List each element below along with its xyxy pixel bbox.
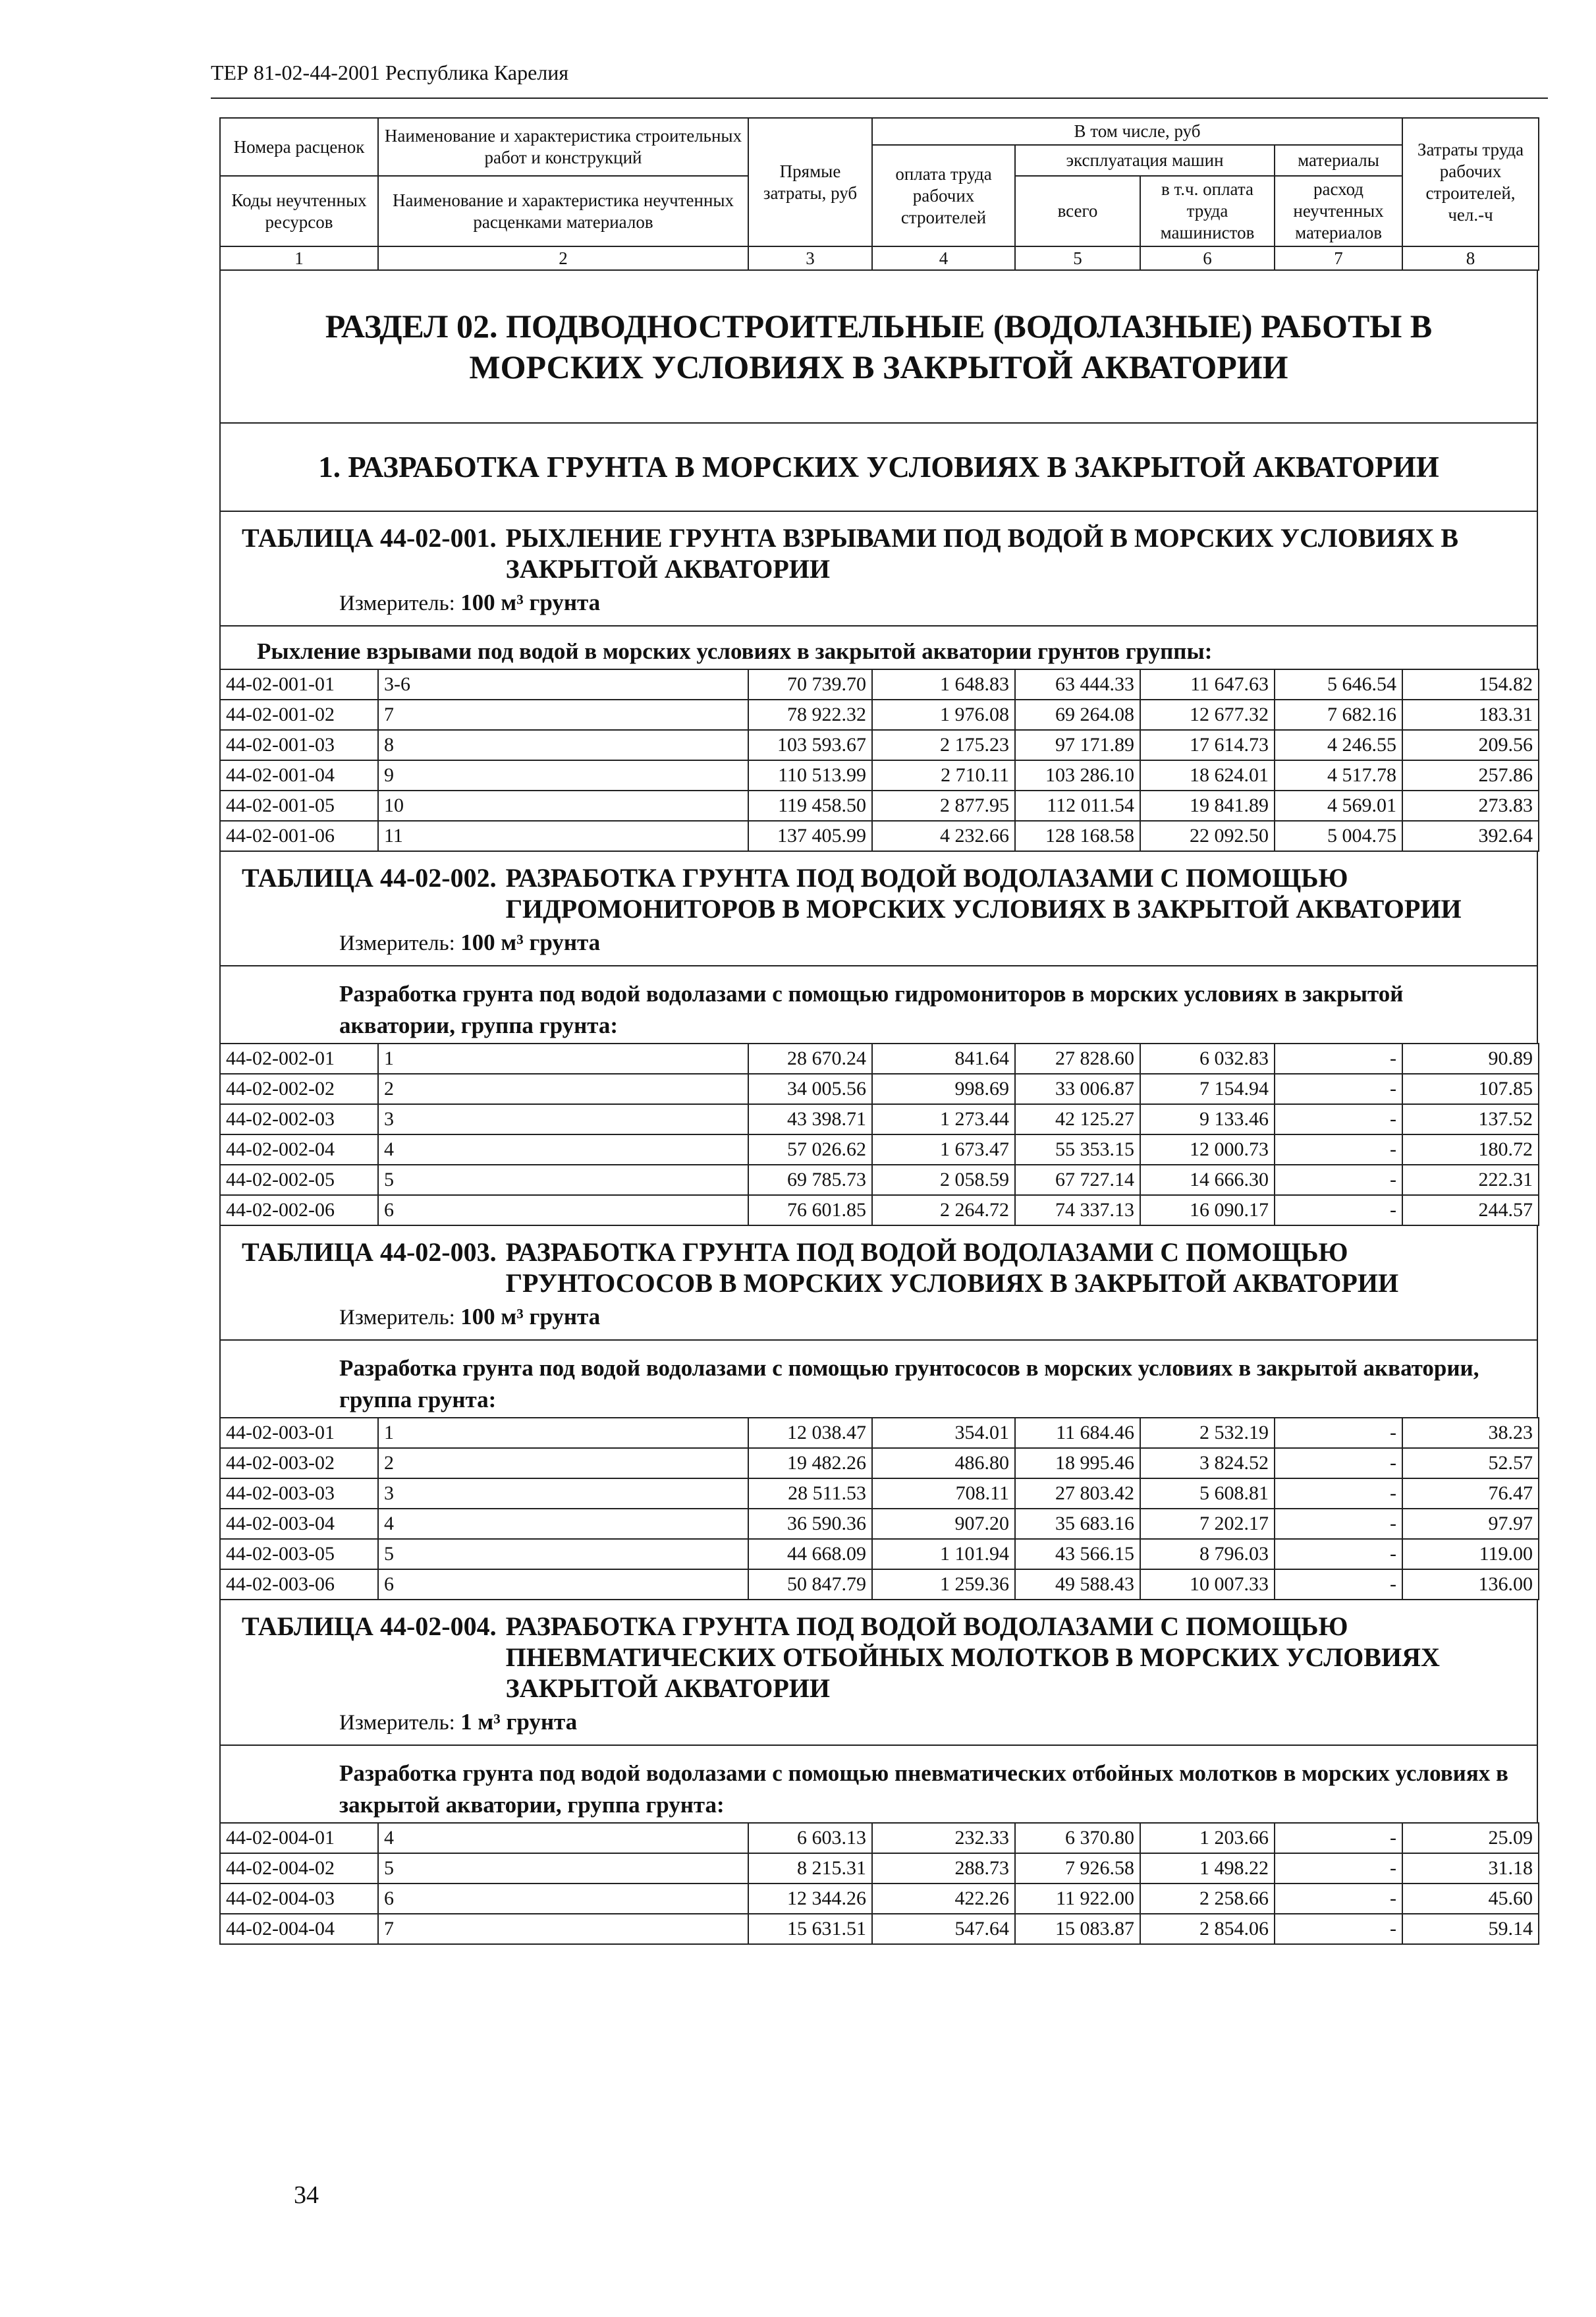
table-row bbox=[220, 730, 1539, 760]
table-unit bbox=[339, 1709, 1525, 1735]
header-unaccounted-materials-name: Наименование и характеристика неучтенных расценками материалов bbox=[378, 176, 748, 246]
worker-pay-cell: 1 673.47 bbox=[872, 1134, 1015, 1165]
direct-costs-cell: 44 668.09 bbox=[748, 1539, 872, 1569]
table-name: РЫХЛЕНИЕ ГРУНТА ВЗРЫВАМИ ПОД ВОДОЙ В МОРСКИХ УСЛОВИЯХ В ЗАКРЫТОЙ АКВАТОРИИ bbox=[505, 523, 1458, 584]
rate-number-cell: 44-02-002-03 bbox=[220, 1104, 378, 1134]
unit-value: 100 м³ грунта bbox=[460, 590, 601, 615]
materials-use-cell: - bbox=[1275, 1914, 1402, 1944]
soil-group-cell: 5 bbox=[378, 1853, 748, 1884]
group-title: Разработка грунта под водой водолазами с помощью грунтососов в морских условиях в закрытой акватории, группа грунта: bbox=[219, 1339, 1538, 1417]
labor-costs-cell: 273.83 bbox=[1402, 791, 1539, 821]
direct-costs-cell: 8 215.31 bbox=[748, 1853, 872, 1884]
table-row bbox=[220, 1569, 1539, 1600]
direct-costs-cell: 78 922.32 bbox=[748, 700, 872, 730]
table-heading bbox=[242, 522, 1525, 584]
worker-pay-cell: 422.26 bbox=[872, 1884, 1015, 1914]
rate-number-cell: 44-02-003-06 bbox=[220, 1569, 378, 1600]
labor-costs-cell: 59.14 bbox=[1402, 1914, 1539, 1944]
labor-costs-cell: 45.60 bbox=[1402, 1884, 1539, 1914]
soil-group-cell: 4 bbox=[378, 1509, 748, 1539]
table-row bbox=[220, 1104, 1539, 1134]
machine-total-cell: 42 125.27 bbox=[1015, 1104, 1140, 1134]
page-number: 34 bbox=[294, 2181, 319, 2209]
machine-total-cell: 18 995.46 bbox=[1015, 1448, 1140, 1478]
direct-costs-cell: 137 405.99 bbox=[748, 821, 872, 851]
direct-costs-cell: 36 590.36 bbox=[748, 1509, 872, 1539]
worker-pay-cell: 2 058.59 bbox=[872, 1165, 1015, 1195]
labor-costs-cell: 392.64 bbox=[1402, 821, 1539, 851]
table-row bbox=[220, 1853, 1539, 1884]
worker-pay-cell: 1 101.94 bbox=[872, 1539, 1015, 1569]
labor-costs-cell: 97.97 bbox=[1402, 1509, 1539, 1539]
machinist-pay-cell: 7 202.17 bbox=[1140, 1509, 1275, 1539]
machinist-pay-cell: 16 090.17 bbox=[1140, 1195, 1275, 1225]
soil-group-cell: 7 bbox=[378, 700, 748, 730]
direct-costs-cell: 34 005.56 bbox=[748, 1074, 872, 1104]
worker-pay-cell: 708.11 bbox=[872, 1478, 1015, 1509]
machine-total-cell: 74 337.13 bbox=[1015, 1195, 1140, 1225]
column-number: 2 bbox=[378, 246, 748, 270]
header-unaccounted-codes: Коды неучтенных ресурсов bbox=[220, 176, 378, 246]
unit-label: Измеритель: bbox=[339, 1306, 455, 1329]
machinist-pay-cell: 14 666.30 bbox=[1140, 1165, 1275, 1195]
materials-use-cell: - bbox=[1275, 1044, 1402, 1074]
rate-number-cell: 44-02-002-01 bbox=[220, 1044, 378, 1074]
soil-group-cell: 7 bbox=[378, 1914, 748, 1944]
direct-costs-cell: 28 670.24 bbox=[748, 1044, 872, 1074]
table-row bbox=[220, 1914, 1539, 1944]
direct-costs-cell: 15 631.51 bbox=[748, 1914, 872, 1944]
table-name: РАЗРАБОТКА ГРУНТА ПОД ВОДОЙ ВОДОЛАЗАМИ С ПОМОЩЬЮ ГРУНТОСОСОВ В МОРСКИХ УСЛОВИЯХ В ЗАКРЫТОЙ АКВАТОРИИ bbox=[505, 1237, 1399, 1298]
labor-costs-cell: 209.56 bbox=[1402, 730, 1539, 760]
machinist-pay-cell: 2 258.66 bbox=[1140, 1884, 1275, 1914]
soil-group-cell: 10 bbox=[378, 791, 748, 821]
table-code: ТАБЛИЦА 44-02-001. bbox=[242, 523, 497, 553]
machinist-pay-cell: 18 624.01 bbox=[1140, 760, 1275, 791]
table-row bbox=[220, 1165, 1539, 1195]
machine-total-cell: 15 083.87 bbox=[1015, 1914, 1140, 1944]
soil-group-cell: 5 bbox=[378, 1165, 748, 1195]
machine-total-cell: 6 370.80 bbox=[1015, 1823, 1140, 1853]
worker-pay-cell: 998.69 bbox=[872, 1074, 1015, 1104]
column-number: 7 bbox=[1275, 246, 1402, 270]
column-header-table bbox=[219, 117, 1539, 271]
labor-costs-cell: 52.57 bbox=[1402, 1448, 1539, 1478]
machine-total-cell: 69 264.08 bbox=[1015, 700, 1140, 730]
labor-costs-cell: 257.86 bbox=[1402, 760, 1539, 791]
machine-total-cell: 43 566.15 bbox=[1015, 1539, 1140, 1569]
labor-costs-cell: 25.09 bbox=[1402, 1823, 1539, 1853]
direct-costs-cell: 6 603.13 bbox=[748, 1823, 872, 1853]
machinist-pay-cell: 6 032.83 bbox=[1140, 1044, 1275, 1074]
machinist-pay-cell: 17 614.73 bbox=[1140, 730, 1275, 760]
machinist-pay-cell: 11 647.63 bbox=[1140, 669, 1275, 700]
column-number: 5 bbox=[1015, 246, 1140, 270]
materials-use-cell: 5 004.75 bbox=[1275, 821, 1402, 851]
header-direct-costs: Прямые затраты, руб bbox=[748, 118, 872, 246]
unit-value: 1 м³ грунта bbox=[460, 1709, 578, 1735]
rate-table bbox=[219, 1043, 1539, 1226]
direct-costs-cell: 103 593.67 bbox=[748, 730, 872, 760]
table-row bbox=[220, 1478, 1539, 1509]
rate-number-cell: 44-02-004-03 bbox=[220, 1884, 378, 1914]
direct-costs-cell: 43 398.71 bbox=[748, 1104, 872, 1134]
machinist-pay-cell: 1 203.66 bbox=[1140, 1823, 1275, 1853]
direct-costs-cell: 119 458.50 bbox=[748, 791, 872, 821]
soil-group-cell: 4 bbox=[378, 1823, 748, 1853]
worker-pay-cell: 547.64 bbox=[872, 1914, 1015, 1944]
rate-number-cell: 44-02-004-01 bbox=[220, 1823, 378, 1853]
group-title: Рыхление взрывами под водой в морских условиях в закрытой акватории грунтов группы: bbox=[219, 625, 1538, 669]
section-box bbox=[219, 271, 1538, 512]
rate-number-cell: 44-02-003-01 bbox=[220, 1418, 378, 1448]
table-row bbox=[220, 1884, 1539, 1914]
labor-costs-cell: 154.82 bbox=[1402, 669, 1539, 700]
direct-costs-cell: 70 739.70 bbox=[748, 669, 872, 700]
direct-costs-cell: 19 482.26 bbox=[748, 1448, 872, 1478]
machinist-pay-cell: 7 154.94 bbox=[1140, 1074, 1275, 1104]
table-code: ТАБЛИЦА 44-02-002. bbox=[242, 863, 497, 893]
labor-costs-cell: 222.31 bbox=[1402, 1165, 1539, 1195]
rate-number-cell: 44-02-003-02 bbox=[220, 1448, 378, 1478]
machine-total-cell: 11 922.00 bbox=[1015, 1884, 1140, 1914]
materials-use-cell: - bbox=[1275, 1104, 1402, 1134]
table-row bbox=[220, 821, 1539, 851]
machinist-pay-cell: 5 608.81 bbox=[1140, 1478, 1275, 1509]
rate-number-cell: 44-02-003-05 bbox=[220, 1539, 378, 1569]
materials-use-cell: - bbox=[1275, 1195, 1402, 1225]
table-name: РАЗРАБОТКА ГРУНТА ПОД ВОДОЙ ВОДОЛАЗАМИ С ПОМОЩЬЮ ПНЕВМАТИЧЕСКИХ ОТБОЙНЫХ МОЛОТКОВ В МОРСКИХ УСЛОВИЯХ ЗАКРЫТОЙ АКВАТОРИИ bbox=[505, 1611, 1440, 1703]
machinist-pay-cell: 9 133.46 bbox=[1140, 1104, 1275, 1134]
soil-group-cell: 2 bbox=[378, 1448, 748, 1478]
machine-total-cell: 49 588.43 bbox=[1015, 1569, 1140, 1600]
machine-total-cell: 97 171.89 bbox=[1015, 730, 1140, 760]
materials-use-cell: 4 517.78 bbox=[1275, 760, 1402, 791]
labor-costs-cell: 107.85 bbox=[1402, 1074, 1539, 1104]
soil-group-cell: 8 bbox=[378, 730, 748, 760]
machine-total-cell: 7 926.58 bbox=[1015, 1853, 1140, 1884]
direct-costs-cell: 110 513.99 bbox=[748, 760, 872, 791]
materials-use-cell: - bbox=[1275, 1134, 1402, 1165]
machine-total-cell: 128 168.58 bbox=[1015, 821, 1140, 851]
materials-use-cell: - bbox=[1275, 1478, 1402, 1509]
table-title-block bbox=[219, 1600, 1538, 1745]
worker-pay-cell: 2 877.95 bbox=[872, 791, 1015, 821]
materials-use-cell: - bbox=[1275, 1074, 1402, 1104]
column-number: 4 bbox=[872, 246, 1015, 270]
column-number: 3 bbox=[748, 246, 872, 270]
header-machine-total: всего bbox=[1015, 176, 1140, 246]
table-title-block bbox=[219, 852, 1538, 965]
machinist-pay-cell: 12 677.32 bbox=[1140, 700, 1275, 730]
soil-group-cell: 6 bbox=[378, 1569, 748, 1600]
materials-use-cell: 7 682.16 bbox=[1275, 700, 1402, 730]
group-title: Разработка грунта под водой водолазами с помощью гидромониторов в морских условиях в закрытой акватории, группа грунта: bbox=[219, 965, 1538, 1043]
column-number: 6 bbox=[1140, 246, 1275, 270]
machinist-pay-cell: 2 854.06 bbox=[1140, 1914, 1275, 1944]
materials-use-cell: - bbox=[1275, 1569, 1402, 1600]
materials-use-cell: 5 646.54 bbox=[1275, 669, 1402, 700]
table-row bbox=[220, 1044, 1539, 1074]
header-rate-numbers: Номера расценок bbox=[220, 118, 378, 176]
rate-number-cell: 44-02-002-06 bbox=[220, 1195, 378, 1225]
direct-costs-cell: 76 601.85 bbox=[748, 1195, 872, 1225]
direct-costs-cell: 50 847.79 bbox=[748, 1569, 872, 1600]
labor-costs-cell: 31.18 bbox=[1402, 1853, 1539, 1884]
table-row bbox=[220, 1448, 1539, 1478]
labor-costs-cell: 137.52 bbox=[1402, 1104, 1539, 1134]
direct-costs-cell: 57 026.62 bbox=[748, 1134, 872, 1165]
soil-group-cell: 3 bbox=[378, 1478, 748, 1509]
machine-total-cell: 33 006.87 bbox=[1015, 1074, 1140, 1104]
header-rule bbox=[211, 98, 1548, 99]
table-name: РАЗРАБОТКА ГРУНТА ПОД ВОДОЙ ВОДОЛАЗАМИ С ПОМОЩЬЮ ГИДРОМОНИТОРОВ В МОРСКИХ УСЛОВИЯХ В ЗАКРЫТОЙ АКВАТОРИИ bbox=[505, 863, 1462, 924]
worker-pay-cell: 907.20 bbox=[872, 1509, 1015, 1539]
table-unit bbox=[339, 1304, 1525, 1330]
rate-number-cell: 44-02-001-03 bbox=[220, 730, 378, 760]
rate-number-cell: 44-02-004-04 bbox=[220, 1914, 378, 1944]
materials-use-cell: - bbox=[1275, 1539, 1402, 1569]
rates-document bbox=[219, 117, 1538, 1945]
rate-number-cell: 44-02-002-05 bbox=[220, 1165, 378, 1195]
materials-use-cell: - bbox=[1275, 1509, 1402, 1539]
machine-total-cell: 103 286.10 bbox=[1015, 760, 1140, 791]
worker-pay-cell: 1 648.83 bbox=[872, 669, 1015, 700]
table-code: ТАБЛИЦА 44-02-003. bbox=[242, 1237, 497, 1267]
header-worker-pay: оплата труда рабочих строителей bbox=[872, 145, 1015, 246]
worker-pay-cell: 2 710.11 bbox=[872, 760, 1015, 791]
rate-number-cell: 44-02-002-04 bbox=[220, 1134, 378, 1165]
worker-pay-cell: 232.33 bbox=[872, 1823, 1015, 1853]
header-machine-operation: эксплуатация машин bbox=[1015, 145, 1275, 176]
column-number: 1 bbox=[220, 246, 378, 270]
table-row bbox=[220, 1195, 1539, 1225]
materials-use-cell: - bbox=[1275, 1165, 1402, 1195]
table-row bbox=[220, 1823, 1539, 1853]
unit-label: Измеритель: bbox=[339, 1711, 455, 1735]
table-row bbox=[220, 669, 1539, 700]
header-unaccounted-materials-use: расход неучтенных материалов bbox=[1275, 176, 1402, 246]
soil-group-cell: 2 bbox=[378, 1074, 748, 1104]
table-row bbox=[220, 1418, 1539, 1448]
labor-costs-cell: 136.00 bbox=[1402, 1569, 1539, 1600]
worker-pay-cell: 1 273.44 bbox=[872, 1104, 1015, 1134]
direct-costs-cell: 12 344.26 bbox=[748, 1884, 872, 1914]
soil-group-cell: 6 bbox=[378, 1884, 748, 1914]
rate-number-cell: 44-02-004-02 bbox=[220, 1853, 378, 1884]
rate-number-cell: 44-02-001-05 bbox=[220, 791, 378, 821]
unit-value: 100 м³ грунта bbox=[460, 930, 601, 955]
rate-number-cell: 44-02-001-02 bbox=[220, 700, 378, 730]
machinist-pay-cell: 19 841.89 bbox=[1140, 791, 1275, 821]
materials-use-cell: - bbox=[1275, 1853, 1402, 1884]
materials-use-cell: - bbox=[1275, 1823, 1402, 1853]
labor-costs-cell: 90.89 bbox=[1402, 1044, 1539, 1074]
table-row bbox=[220, 1074, 1539, 1104]
table-heading bbox=[242, 1237, 1525, 1298]
soil-group-cell: 5 bbox=[378, 1539, 748, 1569]
materials-use-cell: - bbox=[1275, 1418, 1402, 1448]
worker-pay-cell: 288.73 bbox=[872, 1853, 1015, 1884]
subsection-title: 1. РАЗРАБОТКА ГРУНТА В МОРСКИХ УСЛОВИЯХ В ЗАКРЫТОЙ АКВАТОРИИ bbox=[220, 423, 1537, 511]
header-labor-costs: Затраты труда рабочих строителей, чел.-ч bbox=[1402, 118, 1539, 246]
group-title: Разработка грунта под водой водолазами с помощью пневматических отбойных молотков в морских условиях в закрытой акватории, группа грунта: bbox=[219, 1745, 1538, 1822]
section-title: РАЗДЕЛ 02. ПОДВОДНОСТРОИТЕЛЬНЫЕ (ВОДОЛАЗНЫЕ) РАБОТЫ В МОРСКИХ УСЛОВИЯХ В ЗАКРЫТОЙ АКВАТОРИИ bbox=[220, 271, 1537, 423]
column-number: 8 bbox=[1402, 246, 1539, 270]
page-header: ТЕР 81-02-44-2001 Республика Карелия bbox=[211, 61, 569, 84]
worker-pay-cell: 1 976.08 bbox=[872, 700, 1015, 730]
table-code: ТАБЛИЦА 44-02-004. bbox=[242, 1611, 497, 1641]
soil-group-cell: 9 bbox=[378, 760, 748, 791]
direct-costs-cell: 28 511.53 bbox=[748, 1478, 872, 1509]
table-unit bbox=[339, 590, 1525, 616]
header-in-total: В том числе, руб bbox=[872, 118, 1402, 145]
unit-value: 100 м³ грунта bbox=[460, 1304, 601, 1329]
table-title-block bbox=[219, 1226, 1538, 1339]
table-row bbox=[220, 1509, 1539, 1539]
machinist-pay-cell: 3 824.52 bbox=[1140, 1448, 1275, 1478]
table-heading bbox=[242, 1611, 1525, 1704]
machinist-pay-cell: 12 000.73 bbox=[1140, 1134, 1275, 1165]
materials-use-cell: 4 246.55 bbox=[1275, 730, 1402, 760]
materials-use-cell: 4 569.01 bbox=[1275, 791, 1402, 821]
machine-total-cell: 55 353.15 bbox=[1015, 1134, 1140, 1165]
header-machinist-pay: в т.ч. оплата труда машинистов bbox=[1140, 176, 1275, 246]
rate-number-cell: 44-02-002-02 bbox=[220, 1074, 378, 1104]
machinist-pay-cell: 1 498.22 bbox=[1140, 1853, 1275, 1884]
soil-group-cell: 1 bbox=[378, 1418, 748, 1448]
rate-table bbox=[219, 1822, 1539, 1945]
machine-total-cell: 35 683.16 bbox=[1015, 1509, 1140, 1539]
direct-costs-cell: 12 038.47 bbox=[748, 1418, 872, 1448]
rate-tables bbox=[219, 512, 1538, 1945]
labor-costs-cell: 183.31 bbox=[1402, 700, 1539, 730]
machine-total-cell: 11 684.46 bbox=[1015, 1418, 1140, 1448]
machine-total-cell: 63 444.33 bbox=[1015, 669, 1140, 700]
machinist-pay-cell: 8 796.03 bbox=[1140, 1539, 1275, 1569]
labor-costs-cell: 244.57 bbox=[1402, 1195, 1539, 1225]
soil-group-cell: 1 bbox=[378, 1044, 748, 1074]
rate-number-cell: 44-02-003-03 bbox=[220, 1478, 378, 1509]
table-row bbox=[220, 760, 1539, 791]
soil-group-cell: 3 bbox=[378, 1104, 748, 1134]
worker-pay-cell: 2 264.72 bbox=[872, 1195, 1015, 1225]
table-heading bbox=[242, 862, 1525, 924]
rate-table bbox=[219, 669, 1539, 852]
soil-group-cell: 6 bbox=[378, 1195, 748, 1225]
machine-total-cell: 27 803.42 bbox=[1015, 1478, 1140, 1509]
worker-pay-cell: 354.01 bbox=[872, 1418, 1015, 1448]
rate-number-cell: 44-02-001-01 bbox=[220, 669, 378, 700]
worker-pay-cell: 841.64 bbox=[872, 1044, 1015, 1074]
labor-costs-cell: 38.23 bbox=[1402, 1418, 1539, 1448]
machine-total-cell: 67 727.14 bbox=[1015, 1165, 1140, 1195]
labor-costs-cell: 119.00 bbox=[1402, 1539, 1539, 1569]
worker-pay-cell: 2 175.23 bbox=[872, 730, 1015, 760]
header-materials: материалы bbox=[1275, 145, 1402, 176]
rate-number-cell: 44-02-001-06 bbox=[220, 821, 378, 851]
labor-costs-cell: 76.47 bbox=[1402, 1478, 1539, 1509]
worker-pay-cell: 486.80 bbox=[872, 1448, 1015, 1478]
labor-costs-cell: 180.72 bbox=[1402, 1134, 1539, 1165]
unit-label: Измеритель: bbox=[339, 592, 455, 615]
table-row bbox=[220, 700, 1539, 730]
soil-group-cell: 11 bbox=[378, 821, 748, 851]
worker-pay-cell: 4 232.66 bbox=[872, 821, 1015, 851]
machinist-pay-cell: 10 007.33 bbox=[1140, 1569, 1275, 1600]
machinist-pay-cell: 2 532.19 bbox=[1140, 1418, 1275, 1448]
materials-use-cell: - bbox=[1275, 1884, 1402, 1914]
worker-pay-cell: 1 259.36 bbox=[872, 1569, 1015, 1600]
column-numbers-row bbox=[220, 246, 1539, 270]
rate-number-cell: 44-02-001-04 bbox=[220, 760, 378, 791]
machine-total-cell: 27 828.60 bbox=[1015, 1044, 1140, 1074]
rate-number-cell: 44-02-003-04 bbox=[220, 1509, 378, 1539]
header-work-name: Наименование и характеристика строительных работ и конструкций bbox=[378, 118, 748, 176]
machine-total-cell: 112 011.54 bbox=[1015, 791, 1140, 821]
table-row bbox=[220, 791, 1539, 821]
table-row bbox=[220, 1539, 1539, 1569]
table-row bbox=[220, 1134, 1539, 1165]
machinist-pay-cell: 22 092.50 bbox=[1140, 821, 1275, 851]
table-unit bbox=[339, 930, 1525, 956]
direct-costs-cell: 69 785.73 bbox=[748, 1165, 872, 1195]
table-title-block bbox=[219, 512, 1538, 625]
rate-table bbox=[219, 1417, 1539, 1600]
materials-use-cell: - bbox=[1275, 1448, 1402, 1478]
soil-group-cell: 4 bbox=[378, 1134, 748, 1165]
soil-group-cell: 3-6 bbox=[378, 669, 748, 700]
unit-label: Измеритель: bbox=[339, 932, 455, 955]
